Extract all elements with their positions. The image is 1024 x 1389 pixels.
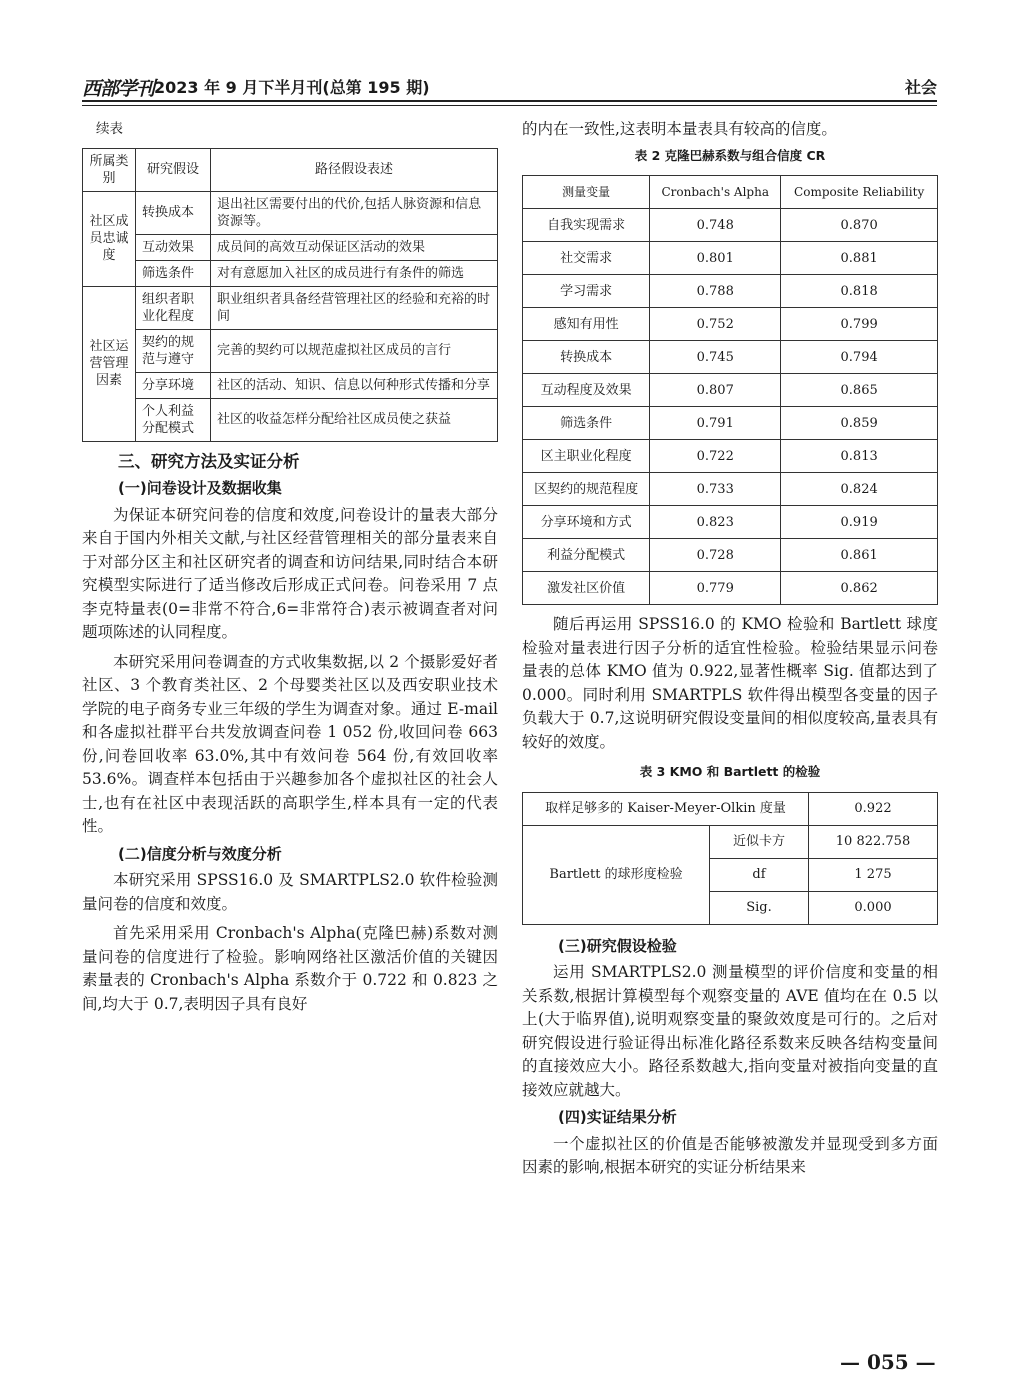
- body-paragraph: 本研究采用问卷调查的方式收集数据,以 2 个摄影爱好者社区、3 个教育类社区、2 个母婴类社区以及西安职业技术学院的电子商务专业三年级的学生为调查对象。通过 E-mail 和各虚拟社群平台共发放调查问卷 1 052 份,收回问卷 663 份,问卷回收率 63.0%,其中有效问卷 564 份,有效回收率 53.6%。调查样本包括由于兴趣参加各个虚拟社区的社会人士,也有在社区中表现活跃的高职学生,样本具有一定的代表性。: [82, 652, 498, 835]
- table2-cell: 0.824: [781, 473, 938, 506]
- table2-cell: 0.752: [650, 308, 781, 341]
- table2-cell: 0.865: [781, 374, 938, 407]
- header-rule-thin: [82, 105, 937, 106]
- table3-bartlett-label: Bartlett 的球形度检验: [523, 825, 710, 924]
- table2-cell: 筛选条件: [523, 407, 650, 440]
- table2-cell: 0.862: [781, 572, 938, 605]
- table2-cell: 利益分配模式: [523, 539, 650, 572]
- table1-header-statement: 路径假设表述: [211, 148, 498, 191]
- table1-statement: 社区的活动、知识、信息以何种形式传播和分享: [211, 372, 498, 398]
- table2-cell: 社交需求: [523, 242, 650, 275]
- table2-header: 测量变量: [523, 176, 650, 209]
- section-name: 社会: [904, 78, 937, 97]
- table1-header-hypothesis: 研究假设: [136, 148, 211, 191]
- table-continued-label: 续表: [96, 121, 123, 137]
- table2-cell: 0.861: [781, 539, 938, 572]
- table2-cell: 0.813: [781, 440, 938, 473]
- journal-logo: 西部学刊: [82, 78, 155, 100]
- table1-hypothesis: 互动效果: [136, 234, 211, 260]
- table2-cell: 学习需求: [523, 275, 650, 308]
- table2-cell: 激发社区价值: [523, 572, 650, 605]
- section-heading: 三、研究方法及实证分析: [118, 451, 300, 471]
- body-paragraph: 为保证本研究问卷的信度和效度,问卷设计的量表大部分来自于国内外相关文献,与社区经营管理相关的部分量表来自于对部分区主和社区研究者的调查和访问结果,同时结合本研究模型实际进行了适当修改后形成正式问卷。问卷采用 7 点李克特量表(0=非常不符合,6=非常符合)表示被调查者对问题项陈述的认同程度。: [82, 505, 498, 641]
- table2-cell: 分享环境和方式: [523, 506, 650, 539]
- table2-cell: 0.799: [781, 308, 938, 341]
- table2-cell: 0.801: [650, 242, 781, 275]
- table1-category: 社区成员忠诚度: [83, 191, 136, 286]
- table2-cell: 0.788: [650, 275, 781, 308]
- table2-cell: 0.748: [650, 209, 781, 242]
- table1-statement: 成员间的高效互动保证区活动的效果: [211, 234, 498, 260]
- table1-hypothesis: 契约的规范与遵守: [136, 329, 211, 372]
- table3-cell: 1 275: [809, 858, 938, 891]
- reliability-table: [522, 175, 938, 605]
- table2-cell: 0.794: [781, 341, 938, 374]
- table2-cell: 0.919: [781, 506, 938, 539]
- table2-cell: 0.881: [781, 242, 938, 275]
- right-column: [522, 118, 938, 1180]
- table2-cell: 区主职业化程度: [523, 440, 650, 473]
- issue-info: 2023 年 9 月下半月刊(总第 195 期): [154, 78, 430, 97]
- table1-hypothesis: 分享环境: [136, 372, 211, 398]
- table2-cell: 感知有用性: [523, 308, 650, 341]
- body-paragraph: 随后再运用 SPSS16.0 的 KMO 检验和 Bartlett 球度检验对量表进行因子分析的适宜性检验。检验结果显示问卷量表的总体 KMO 值为 0.922,显著性概率 Sig. 值都达到了 0.000。同时利用 SMARTPLS 软件得出模型各变量的因子负载大于 0.7,这说明研究假设变量间的相似度较高,量表具有较好的效度。: [522, 615, 938, 751]
- table2-header: Composite Reliability: [781, 176, 938, 209]
- table1-statement: 退出社区需要付出的代价,包括人脉资源和信息资源等。: [211, 191, 498, 234]
- table2-cell: 0.728: [650, 539, 781, 572]
- table2-cell: 0.722: [650, 440, 781, 473]
- table3-cell: df: [710, 858, 809, 891]
- table2-cell: 区契约的规范程度: [523, 473, 650, 506]
- subsection-heading: (一)问卷设计及数据收集: [118, 479, 282, 497]
- body-paragraph: 一个虚拟社区的价值是否能够被激发并显现受到多方面因素的影响,根据本研究的实证分析结果来: [522, 1134, 938, 1176]
- table1-hypothesis: 筛选条件: [136, 260, 211, 286]
- body-paragraph: 首先采用采用 Cronbach's Alpha(克隆巴赫)系数对测量问卷的信度进行了检验。影响网络社区激活价值的关键因素量表的 Cronbach's Alpha 系数介于 0.722 和 0.823 之间,均大于 0.7,表明因子具有良好: [82, 924, 498, 1013]
- table2-cell: 0.779: [650, 572, 781, 605]
- table1-statement: 社区的收益怎样分配给社区成员使之获益: [211, 398, 498, 441]
- table2-cell: 自我实现需求: [523, 209, 650, 242]
- table1-statement: 职业组织者具备经营管理社区的经验和充裕的时间: [211, 286, 498, 329]
- table1-hypothesis: 转换成本: [136, 191, 211, 234]
- table2-cell: 0.859: [781, 407, 938, 440]
- table2-cell: 0.791: [650, 407, 781, 440]
- body-paragraph: 的内在一致性,这表明本量表具有较高的信度。: [522, 120, 837, 138]
- table2-cell: 0.870: [781, 209, 938, 242]
- table2-cell: 0.807: [650, 374, 781, 407]
- left-column: [82, 118, 498, 1016]
- table1-statement: 对有意愿加入社区的成员进行有条件的筛选: [211, 260, 498, 286]
- body-paragraph: 运用 SMARTPLS2.0 测量模型的评价信度和变量的相关系数,根据计算模型每个观察变量的 AVE 值均在在 0.5 以上(大于临界值),说明观察变量的聚敛效度是可行的。之后对研究假设进行验证得出标准化路径系数来反映各结构变量间的直接效应大小。路径系数越大,指向变量对被指向变量的直接效应就越大。: [522, 963, 938, 1099]
- kmo-table: [522, 792, 938, 925]
- table2-cell: 转换成本: [523, 341, 650, 374]
- table2-caption: 表 2 克隆巴赫系数与组合信度 CR: [634, 147, 826, 163]
- subsection-heading: (三)研究假设检验: [558, 936, 677, 955]
- table2-cell: 0.745: [650, 341, 781, 374]
- table2-cell: 0.818: [781, 275, 938, 308]
- body-paragraph: 本研究采用 SPSS16.0 及 SMARTPLS2.0 软件检验测量问卷的信度和效度。: [82, 871, 498, 913]
- page-number: — 055 —: [840, 1350, 936, 1374]
- table2-header: Cronbach's Alpha: [650, 176, 781, 209]
- table3-caption: 表 3 KMO 和 Bartlett 的检验: [639, 764, 821, 779]
- table1-header-category: 所属类别: [83, 148, 136, 191]
- table1-hypothesis: 个人利益分配模式: [136, 398, 211, 441]
- table1-category: 社区运营管理因素: [83, 286, 136, 441]
- table1-statement: 完善的契约可以规范虚拟社区成员的言行: [211, 329, 498, 372]
- table3-kmo-value: 0.922: [809, 792, 938, 825]
- table3-cell: 10 822.758: [809, 825, 938, 858]
- running-header: [82, 74, 937, 100]
- table2-cell: 0.733: [650, 473, 781, 506]
- table3-cell: 0.000: [809, 891, 938, 924]
- header-rule-thick: [82, 100, 937, 102]
- subsection-heading: (二)信度分析与效度分析: [118, 844, 282, 863]
- table3-cell: 近似卡方: [710, 825, 809, 858]
- hypothesis-table: [82, 148, 498, 442]
- table3-kmo-label: 取样足够多的 Kaiser-Meyer-Olkin 度量: [523, 792, 809, 825]
- table1-hypothesis: 组织者职业化程度: [136, 286, 211, 329]
- table2-cell: 0.823: [650, 506, 781, 539]
- table2-cell: 互动程度及效果: [523, 374, 650, 407]
- subsection-heading: (四)实证结果分析: [558, 1108, 677, 1126]
- table3-cell: Sig.: [710, 891, 809, 924]
